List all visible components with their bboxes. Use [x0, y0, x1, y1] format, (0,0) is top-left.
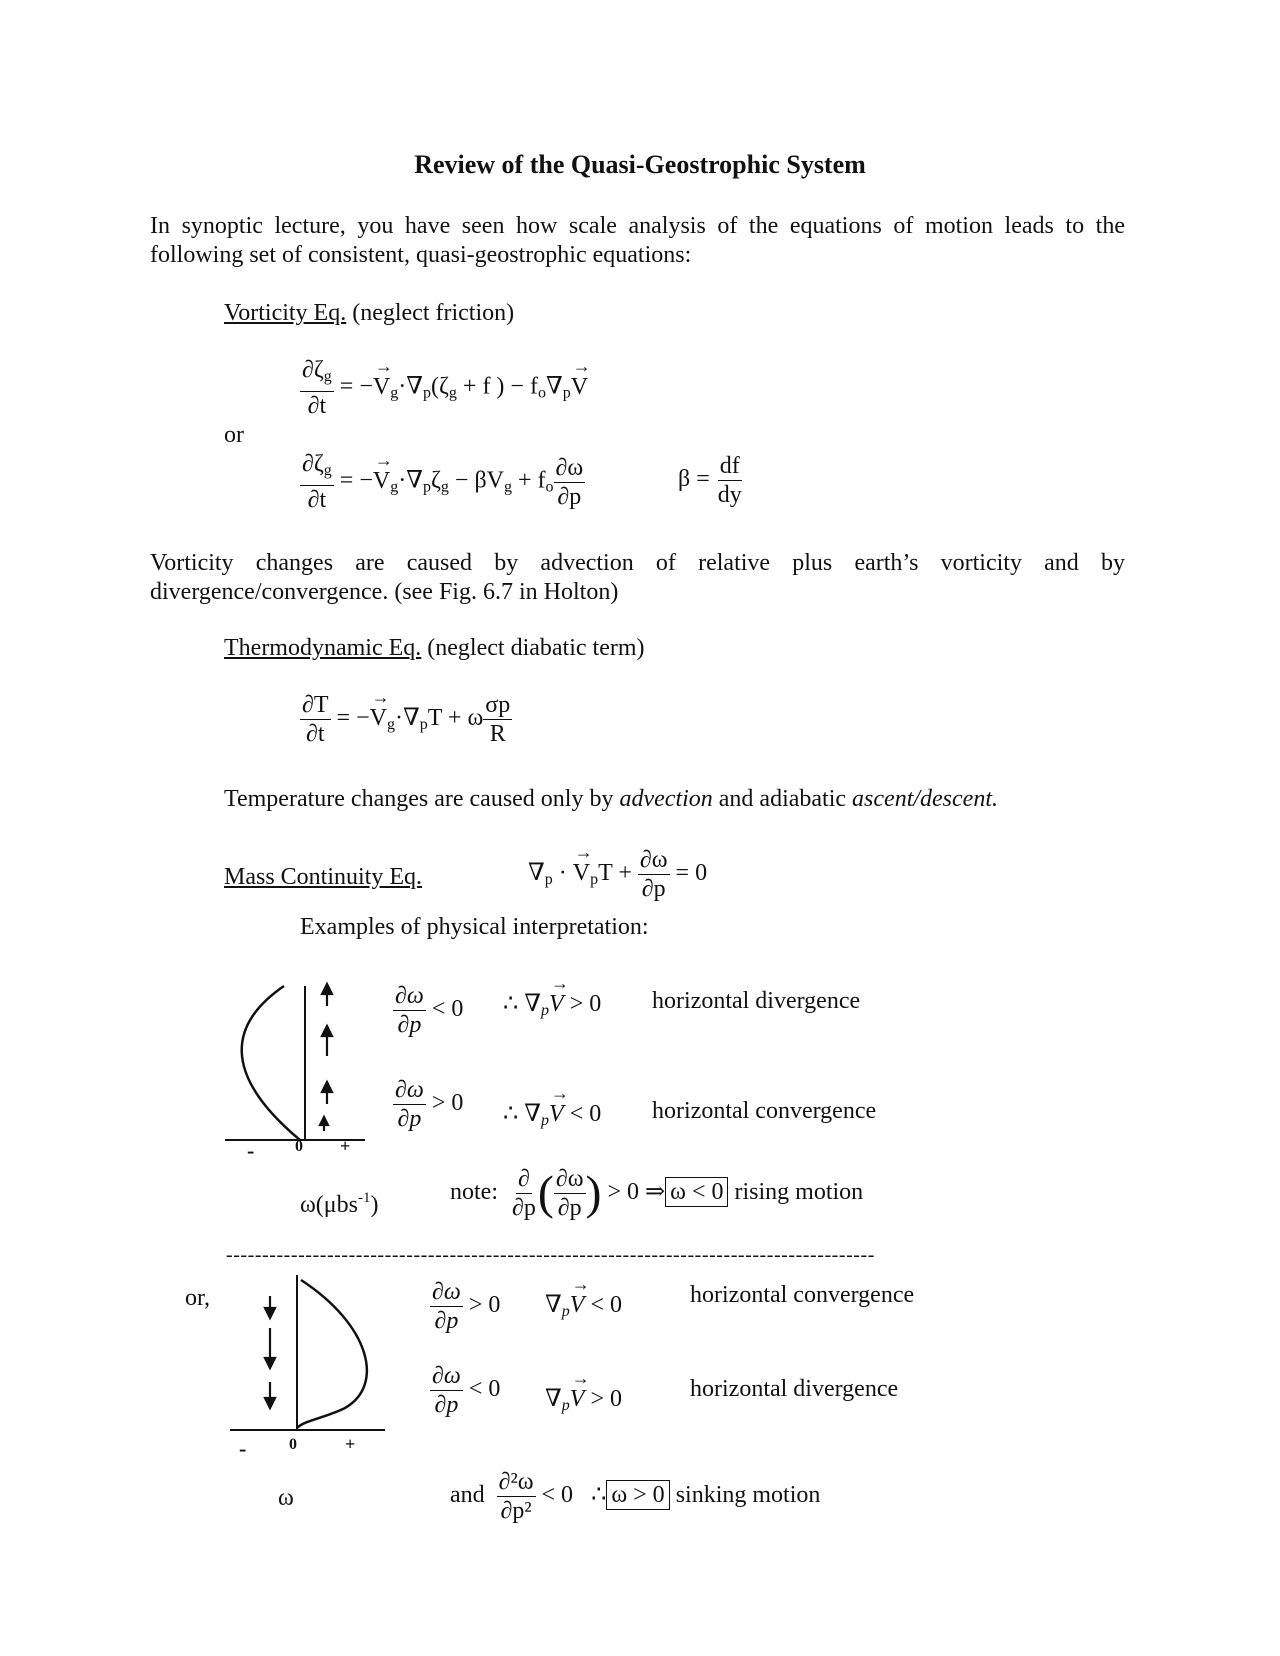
page-title: Review of the Quasi-Geostrophic System [414, 150, 866, 179]
temperature-text: Temperature changes are caused only by advection and adiabatic ascent/descent. [224, 786, 998, 812]
case1-row2-derivative: $\frac{\partial\omega}{\partial p}$ > 0 [395, 1077, 464, 1132]
vorticity-equation-1: $\frac{\partial\zeta_g}{\partial t}$ = −→ $V_g\cdot\nabla_p(\zeta_g + f$ ) − $f_o\nabla_p\to V$ [300, 356, 588, 420]
case1-row1-label: horizontal divergence [652, 988, 861, 1014]
thermo-heading-title: Thermodynamic Eq. [224, 635, 422, 661]
case1-row1-implication: ∴ $\nabla_p\to V > 0$ [503, 990, 601, 1025]
thermo-heading-note: (neglect diabatic term) [421, 635, 645, 661]
note-expression: note: $\frac{\partial}{\partial p}$ ( $\frac{\partial\omega}{\partial p}$ ) > 0 ⇒ ω < 0 rising motion [450, 1166, 864, 1221]
case1-row2-label: horizontal convergence [652, 1098, 877, 1124]
case2-row2-derivative: $\frac{\partial\omega}{\partial p}$ < 0 [432, 1363, 501, 1418]
axis-zero-label-2: 0 [289, 1436, 297, 1453]
vorticity-text-line-1: Vorticity changes are caused by advection of relative plus earth’s vorticity and by [150, 550, 1125, 576]
sinking-motion-box: ω > 0 [606, 1480, 669, 1510]
sinking-motion-expression: and $\frac{\text{∂²ω}}{\text{∂p²}}$ < 0 ∴ ω > 0 sinking motion [450, 1469, 821, 1524]
vorticity-heading [224, 298, 514, 328]
case1-row1-derivative: $\frac{\partial\omega}{\partial p}$ < 0 [395, 983, 464, 1038]
case2-row1-derivative: $\frac{\partial\omega}{\partial p}$ > 0 [432, 1279, 501, 1334]
thermo-heading [224, 633, 645, 663]
omega-units-label: ω(μbs$^{-1}$) [300, 1190, 379, 1218]
section-separator: ------------------------------------------------------------------------------------------ [226, 1244, 875, 1266]
vorticity-heading-title: Vorticity Eq. [224, 300, 347, 326]
case2-row2-implication: $\nabla_p\to V > 0$ [545, 1385, 622, 1420]
vorticity-heading-note: (neglect friction) [346, 300, 515, 326]
or-comma-label: or, [185, 1285, 211, 1311]
vorticity-text-line-2: divergence/convergence. (see Fig. 6.7 in Holton) [150, 579, 619, 605]
beta-definition: β = $\frac{df}{dy}$ [678, 453, 742, 508]
intro-line-2: following set of consistent, quasi-geostrophic equations: [150, 242, 692, 268]
case2-row1-label: horizontal convergence [690, 1282, 915, 1308]
axis-zero-label-1: 0 [295, 1138, 303, 1155]
omega-profile-sketch-sinking [225, 1270, 395, 1450]
omega-label-2: ω [278, 1485, 294, 1511]
mass-equation: $\nabla_p$ · → $V_pT$ + $\frac{\partial\omega}{\partial p}$ = 0 [528, 846, 707, 903]
axis-plus-label-2: + [345, 1434, 356, 1454]
case2-row2-label: horizontal divergence [690, 1376, 899, 1402]
or-label: or [224, 422, 244, 448]
examples-label: Examples of physical interpretation: [300, 914, 649, 940]
axis-minus-label-2: - [239, 1436, 247, 1461]
axis-minus-label-1: - [247, 1138, 255, 1163]
intro-line-1: In synoptic lecture, you have seen how scale analysis of the equations of motion leads to the [150, 213, 1125, 239]
mass-heading: Mass Continuity Eq. [224, 864, 423, 890]
case2-row1-implication: $\nabla_p\to V < 0$ [545, 1291, 622, 1326]
axis-plus-label-1: + [340, 1136, 351, 1156]
rising-motion-box: ω < 0 [665, 1177, 728, 1207]
vorticity-equation-2: $\frac{\partial\zeta_g}{\partial t}$ = −→ $V_g\cdot\nabla_p\zeta_g - \beta V_g + f_o$ $\frac{\partial\omega}{\partial p}$ [300, 450, 585, 514]
thermo-equation: $\frac{\partial T}{\partial t}$ = −→ $V_g\cdot\nabla_pT + \omega$ $\frac{\sigma p}{R}$ [300, 691, 512, 748]
case1-row2-implication: ∴ $\nabla_p\to V < 0$ [503, 1100, 601, 1135]
